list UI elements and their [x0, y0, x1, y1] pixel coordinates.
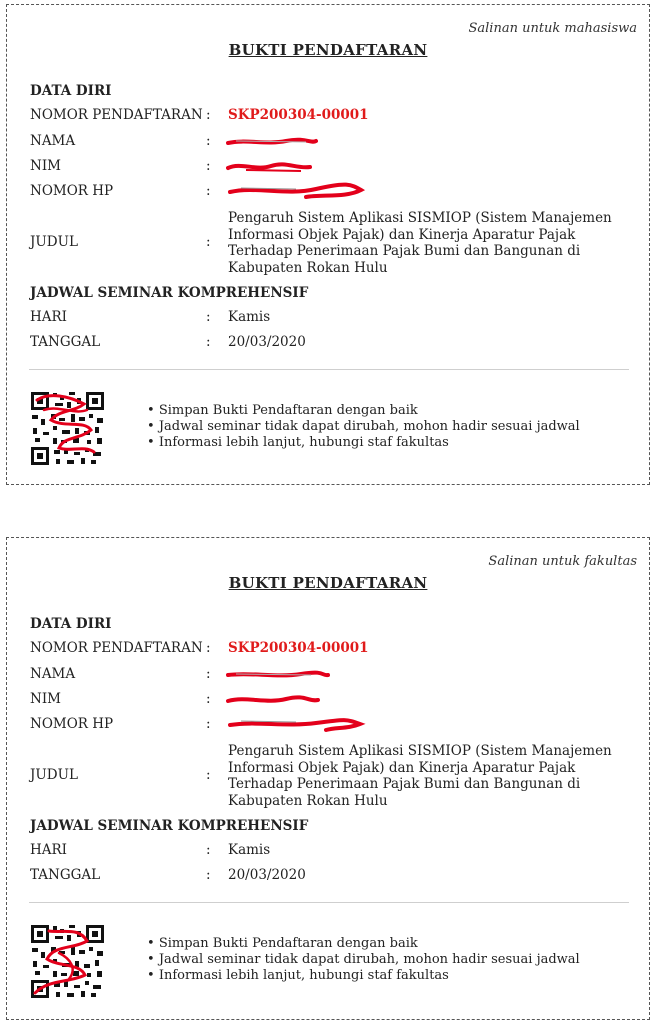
field-colon: :	[206, 716, 211, 732]
divider	[29, 902, 629, 903]
seminar-day: Kamis	[228, 842, 271, 858]
field-label: NIM	[30, 691, 61, 707]
redacted-name	[226, 668, 330, 682]
qr-code-icon	[29, 923, 106, 1000]
field-colon: :	[206, 842, 211, 858]
field-colon: :	[206, 867, 211, 883]
note-item: • Informasi lebih lanjut, hubungi staf fakultas	[147, 435, 580, 451]
field-label: NOMOR HP	[30, 716, 114, 732]
field-label: HARI	[30, 842, 68, 858]
field-label: NOMOR PENDAFTARAN	[30, 640, 203, 656]
field-colon: :	[206, 234, 211, 250]
divider	[29, 369, 629, 370]
field-judul	[30, 740, 629, 810]
notes-list	[147, 403, 580, 451]
field-colon: :	[206, 691, 211, 707]
redacted-phone	[226, 180, 366, 202]
section-jadwal-seminar: JADWAL SEMINAR KOMPREHENSIF	[30, 285, 309, 301]
note-item: • Jadwal seminar tidak dapat dirubah, mohon hadir sesuai jadwal	[147, 419, 580, 435]
seminar-date: 20/03/2020	[228, 867, 306, 883]
field-label: JUDUL	[30, 234, 78, 250]
redacted-nim	[226, 692, 320, 708]
note-item: • Simpan Bukti Pendaftaran dengan baik	[147, 936, 580, 952]
field-judul	[30, 207, 629, 277]
copy-label: Salinan untuk fakultas	[488, 554, 637, 569]
redacted-nim	[226, 159, 312, 175]
field-colon: :	[206, 640, 211, 656]
qr-code-icon	[29, 390, 106, 467]
note-item: • Jadwal seminar tidak dapat dirubah, mohon hadir sesuai jadwal	[147, 952, 580, 968]
note-item: • Informasi lebih lanjut, hubungi staf fakultas	[147, 968, 580, 984]
field-colon: :	[206, 183, 211, 199]
field-label: JUDUL	[30, 767, 78, 783]
field-colon: :	[206, 334, 211, 350]
redacted-phone	[226, 713, 366, 735]
section-jadwal-seminar: JADWAL SEMINAR KOMPREHENSIF	[30, 818, 309, 834]
field-label: NOMOR PENDAFTARAN	[30, 107, 203, 123]
field-colon: :	[206, 767, 211, 783]
thesis-title: Pengaruh Sistem Aplikasi SISMIOP (Sistem Manajemen Informasi Objek Pajak) dan Kinerja Aparatur Pajak Terhadap Penerimaan Pajak Bumi dan Bangunan di Kabupaten Rokan Hulu	[228, 743, 612, 809]
thesis-title: Pengaruh Sistem Aplikasi SISMIOP (Sistem Manajemen Informasi Objek Pajak) dan Kinerja Aparatur Pajak Terhadap Penerimaan Pajak Bumi dan Bangunan di Kabupaten Rokan Hulu	[228, 210, 612, 276]
field-label: TANGGAL	[30, 867, 101, 883]
copy-label: Salinan untuk mahasiswa	[468, 21, 637, 36]
field-label: NAMA	[30, 133, 76, 149]
registration-number: SKP200304-00001	[228, 640, 369, 656]
field-label: HARI	[30, 309, 68, 325]
field-label: NIM	[30, 158, 61, 174]
field-label: TANGGAL	[30, 334, 101, 350]
field-label: NOMOR HP	[30, 183, 114, 199]
receipt-title: BUKTI PENDAFTARAN	[228, 574, 428, 592]
receipt-copy-student	[6, 4, 650, 485]
receipt-title: BUKTI PENDAFTARAN	[228, 41, 428, 59]
section-data-diri: DATA DIRI	[30, 616, 112, 632]
seminar-day: Kamis	[228, 309, 271, 325]
field-colon: :	[206, 133, 211, 149]
notes-list	[147, 936, 580, 984]
field-label: NAMA	[30, 666, 76, 682]
section-data-diri: DATA DIRI	[30, 83, 112, 99]
seminar-date: 20/03/2020	[228, 334, 306, 350]
field-colon: :	[206, 158, 211, 174]
field-colon: :	[206, 309, 211, 325]
field-colon: :	[206, 666, 211, 682]
registration-number: SKP200304-00001	[228, 107, 369, 123]
receipt-copy-faculty	[6, 537, 650, 1020]
note-item: • Simpan Bukti Pendaftaran dengan baik	[147, 403, 580, 419]
redacted-name	[226, 135, 318, 149]
field-colon: :	[206, 107, 211, 123]
